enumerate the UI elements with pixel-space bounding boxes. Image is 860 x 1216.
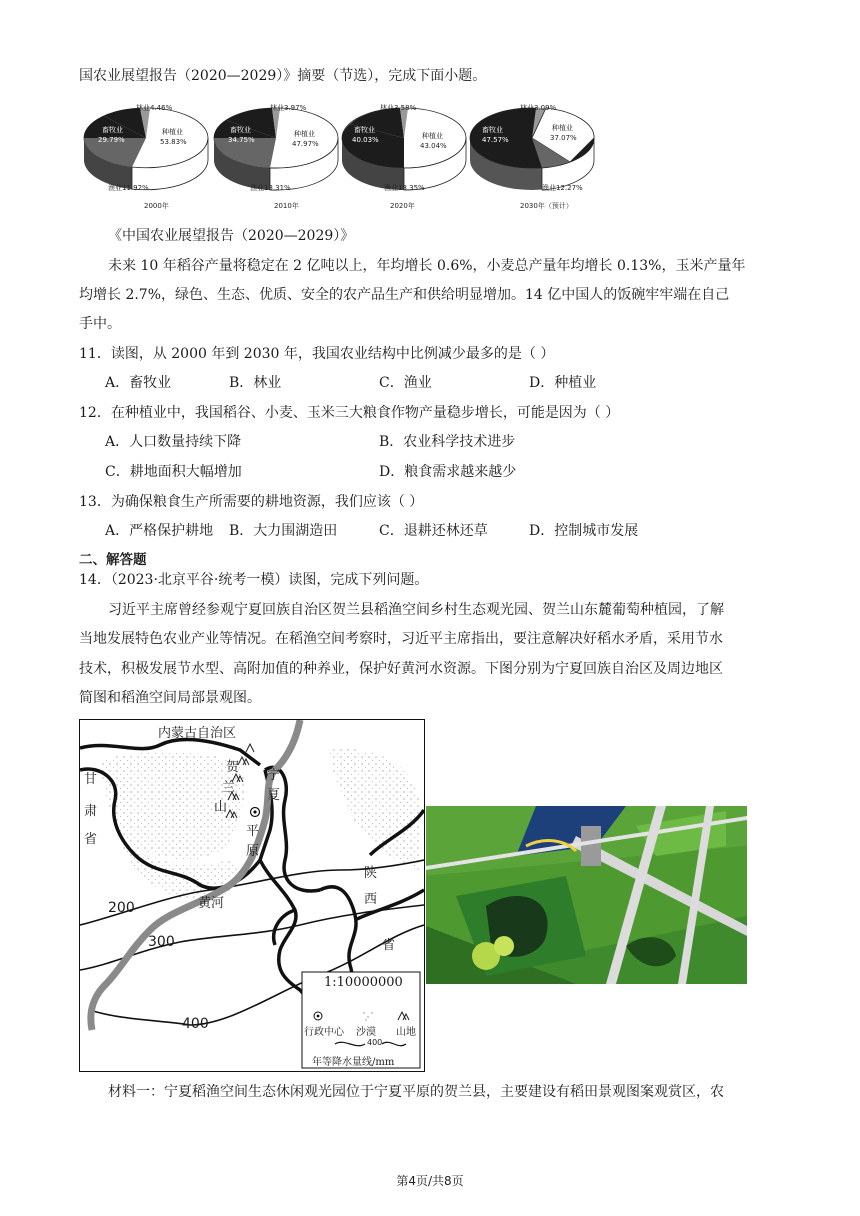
svg-text:种植业: 种植业 — [552, 124, 573, 132]
isoline-300-label: 300 — [148, 934, 175, 950]
pie-2020 — [342, 103, 466, 192]
svg-text:47.57%: 47.57% — [482, 136, 509, 144]
question-11: 11．读图，从 2000 年到 2030 年，我国农业结构中比例减少最多的是（ ） — [79, 346, 555, 362]
map-scale: 1:10000000 — [324, 975, 403, 990]
q13-option-d[interactable]: D．控制城市发展 — [529, 523, 639, 539]
pie-charts-figure — [80, 100, 620, 212]
svg-text:29.79%: 29.79% — [98, 136, 125, 144]
pie-2030 — [470, 103, 594, 192]
map-label-ningxia-3: 平 — [246, 824, 260, 839]
q11-option-c[interactable]: C．渔业 — [379, 375, 432, 391]
q12-option-c[interactable]: C．耕地面积大幅增加 — [105, 464, 242, 480]
question-13: 13．为确保粮食生产所需要的耕地资源，我们应该（ ） — [79, 494, 424, 510]
report-para-line1: 未来 10 年稻谷产量将稳定在 2 亿吨以上，年均增长 0.6%，小麦总产量年均增长 0.13%，玉米产量年 — [108, 258, 746, 274]
svg-text:渔业13.31%: 渔业13.31% — [250, 184, 291, 192]
svg-text:畜牧业: 畜牧业 — [102, 126, 123, 134]
report-title: 《中国农业展望报告（2020—2029）》 — [108, 228, 355, 244]
question-12: 12．在种植业中，我国稻谷、小麦、玉米三大粮食作物产量稳步增长，可能是因为（ ） — [79, 405, 620, 421]
svg-text:47.97%: 47.97% — [292, 140, 319, 148]
q12-option-d[interactable]: D．粮食需求越来越少 — [379, 464, 517, 480]
pie-2010-year: 2010年 — [274, 202, 299, 210]
svg-text:53.83%: 53.83% — [160, 138, 187, 146]
pie-2030-year: 2030年（预计） — [520, 202, 573, 210]
report-para-line3: 手中。 — [79, 316, 121, 332]
legend-mountain: 山地 — [396, 1027, 416, 1038]
q14-para-line2: 当地发展特色农业产业等情况。在稻渔空间考察时，习近平主席指出，要注意解决好稻水矛盾，采用节水 — [79, 631, 723, 647]
legend-admin-center: 行政中心 — [304, 1027, 344, 1038]
q11-option-b[interactable]: B．林业 — [229, 375, 282, 391]
question-14: 14．（2023·北京平谷·统考一模）读图，完成下列问题。 — [79, 572, 429, 588]
q14-para-line4: 简图和稻渔空间局部景观图。 — [79, 690, 261, 706]
svg-text:40.03%: 40.03% — [352, 136, 379, 144]
svg-text:种植业: 种植业 — [294, 130, 315, 138]
svg-text:渔业12.27%: 渔业12.27% — [542, 184, 583, 192]
map-label-inner-mongolia: 内蒙古自治区 — [158, 726, 237, 741]
svg-text:渔业13.35%: 渔业13.35% — [384, 184, 425, 192]
ningxia-map — [79, 719, 425, 1072]
legend-desert: 沙漠 — [356, 1027, 376, 1038]
map-label-shaanxi-2: 西 — [364, 892, 378, 907]
q11-option-a[interactable]: A．畜牧业 — [105, 375, 172, 391]
material-1: 材料一：宁夏稻渔空间生态休闲观光园位于宁夏平原的贺兰县，主要建设有稻田景观图案观赏区，农 — [108, 1084, 724, 1100]
map-label-ningxia-4: 原 — [246, 844, 260, 859]
svg-text:种植业: 种植业 — [162, 128, 183, 136]
page-footer: 第4页/共8页 — [396, 1174, 464, 1188]
map-label-helan-1: 贺 — [226, 760, 240, 775]
pie-2020-year: 2020年 — [390, 202, 415, 210]
map-label-yellow-river: 黄河 — [198, 896, 225, 911]
pie-2000-year: 2000年 — [144, 202, 169, 210]
q13-option-c[interactable]: C．退耕还林还草 — [379, 523, 488, 539]
q12-option-a[interactable]: A．人口数量持续下降 — [105, 434, 242, 450]
svg-text:43.04%: 43.04% — [420, 142, 447, 150]
pie-2010 — [214, 103, 338, 192]
q13-option-a[interactable]: A．严格保护耕地 — [105, 523, 214, 539]
svg-text:37.07%: 37.07% — [550, 134, 577, 142]
report-para-line2: 均增长 2.7%，绿色、生态、优质、安全的农产品生产和供给明显增加。14 亿中国人的饭碗牢牢端在自己 — [79, 287, 730, 303]
section-heading: 二、解答题 — [79, 552, 147, 568]
q14-para-line3: 技术，积极发展节水型、高附加值的种养业，保护好黄河水资源。下图分别为宁夏回族自治区及周边地区 — [79, 661, 723, 677]
pie-2000 — [84, 103, 208, 192]
q14-para-line1: 习近平主席曾经参观宁夏回族自治区贺兰县稻渔空间乡村生态观光园、贺兰山东麓葡萄种植园，了解 — [108, 602, 724, 618]
map-label-ningxia-1: 宁 — [267, 768, 281, 783]
q11-option-d[interactable]: D．种植业 — [529, 375, 597, 391]
svg-text:畜牧业: 畜牧业 — [482, 126, 503, 134]
svg-text:种植业: 种植业 — [422, 132, 443, 140]
svg-text:林业3.97%: 林业3.97% — [270, 104, 307, 112]
pie-2000-forestry-label: 林业4.46% — [136, 104, 173, 112]
q12-option-b[interactable]: B．农业科学技术进步 — [379, 434, 516, 450]
legend-isoline: 年等降水量线/mm — [312, 1057, 395, 1068]
map-label-gansu-3: 省 — [84, 832, 98, 847]
map-label-shaanxi-3: 省 — [382, 938, 396, 953]
map-label-helan-3: 山 — [214, 800, 228, 815]
isoline-200-label: 200 — [108, 900, 135, 916]
svg-text:畜牧业: 畜牧业 — [354, 126, 375, 134]
isoline-400-label: 400 — [182, 1016, 209, 1032]
map-label-ningxia-2: 夏 — [267, 788, 281, 803]
svg-text:34.75%: 34.75% — [228, 136, 255, 144]
svg-text:畜牧业: 畜牧业 — [230, 126, 251, 134]
map-label-gansu-1: 甘 — [84, 772, 98, 787]
rice-fish-landscape-photo — [426, 806, 747, 984]
svg-text:林业3.09%: 林业3.09% — [520, 104, 557, 112]
q13-option-b[interactable]: B．大力围湖造田 — [229, 523, 338, 539]
intro-text: 国农业展望报告（2020—2029）》摘要（节选），完成下面小题。 — [79, 68, 487, 84]
map-label-helan-2: 兰 — [222, 780, 236, 795]
map-label-gansu-2: 肃 — [84, 804, 98, 819]
legend-isoline-number: 400 — [367, 1038, 383, 1047]
map-label-shaanxi-1: 陕 — [364, 866, 378, 881]
svg-text:林业3.58%: 林业3.58% — [380, 104, 417, 112]
svg-text:渔业11.92%: 渔业11.92% — [108, 184, 149, 192]
